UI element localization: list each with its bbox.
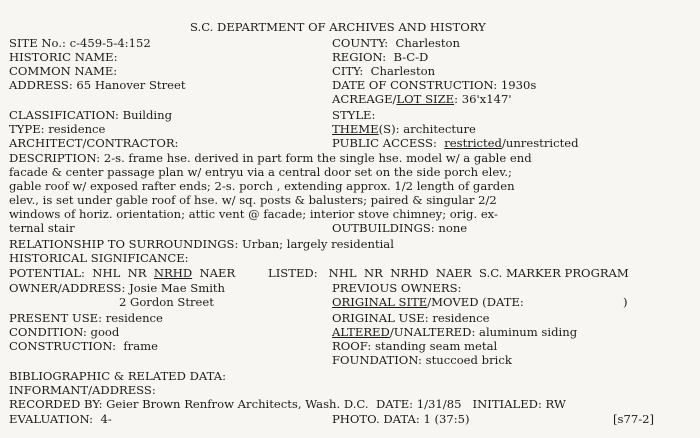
owner-address-line-2: 2 Gordon Street — [119, 295, 214, 309]
card-title: S.C. DEPARTMENT OF ARCHIVES AND HISTORY — [190, 20, 486, 34]
foundation: FOUNDATION: stuccoed brick — [332, 353, 512, 367]
original-site-label: ORIGINAL SITE — [332, 295, 428, 309]
common-name: COMMON NAME: — [9, 64, 118, 78]
owner-address-line-1: OWNER/ADDRESS: Josie Mae Smith — [9, 281, 226, 295]
photo-reference: [s77-2] — [613, 412, 655, 426]
address: ADDRESS: 65 Hanover Street — [9, 78, 186, 92]
historic-name: HISTORIC NAME: — [9, 50, 118, 64]
original-site-moved — [332, 296, 524, 309]
lot-size-label: LOT SIZE — [396, 92, 455, 106]
public-access-label: PUBLIC ACCESS: — [332, 136, 445, 150]
original-use: ORIGINAL USE: residence — [332, 311, 490, 325]
description-line-4: elev., is set under gable roof of hse. w/ sq. posts & balusters; paired & singular 2/2 — [9, 193, 497, 207]
description-line-3: gable roof w/ exposed rafter ends; 2-s. porch , extending approx. 1/2 length of garden — [9, 179, 515, 193]
theme — [332, 123, 476, 136]
altered-unaltered — [332, 326, 577, 339]
potential-label: POTENTIAL: NHL NR — [9, 266, 154, 280]
condition: CONDITION: good — [9, 325, 120, 339]
type: TYPE: residence — [9, 122, 106, 136]
photo-data: PHOTO. DATA: 1 (37:5) — [332, 412, 470, 426]
potential — [9, 267, 235, 280]
architect-contractor: ARCHITECT/CONTRACTOR: — [9, 136, 179, 150]
evaluation: EVALUATION: 4- — [9, 412, 112, 426]
outbuildings: OUTBUILDINGS: none — [332, 221, 468, 235]
description-line-5: windows of horiz. orientation; attic vent @ facade; interior stove chimney; orig. ex- — [9, 207, 498, 221]
acreage-lot-size — [332, 93, 512, 106]
moved-date-label: /MOVED (DATE: — [427, 295, 524, 309]
description-line-2: facade & center passage plan w/ entryu via a central door set on the side porch elev.; — [9, 165, 512, 179]
public-access-unrestricted: /unrestricted — [501, 136, 579, 150]
construction: CONSTRUCTION: frame — [9, 339, 158, 353]
site-number: SITE No.: c-459-5-4:152 — [9, 36, 151, 50]
theme-label: THEME — [332, 122, 379, 136]
style: STYLE: — [332, 108, 376, 122]
potential-naer: NAER — [192, 266, 236, 280]
previous-owners: PREVIOUS OWNERS: — [332, 281, 462, 295]
city: CITY: Charleston — [332, 64, 436, 78]
description-line-6: ternal stair — [9, 221, 75, 235]
county: COUNTY: Charleston — [332, 36, 460, 50]
moved-date-close: ) — [623, 295, 628, 309]
altered-label: ALTERED — [332, 325, 390, 339]
public-access-restricted: restricted — [444, 136, 502, 150]
date-of-construction: DATE OF CONSTRUCTION: 1930s — [332, 78, 537, 92]
informant-address: INFORMANT/ADDRESS: — [9, 383, 156, 397]
roof: ROOF: standing seam metal — [332, 339, 498, 353]
recorded-by: RECORDED BY: Geier Brown Renfrow Architects, Wash. D.C. DATE: 1/31/85 INITIALED: RW — [9, 397, 566, 411]
present-use: PRESENT USE: residence — [9, 311, 163, 325]
potential-nrhd: NRHD — [153, 266, 193, 280]
altered-value: /UNALTERED: aluminum siding — [389, 325, 578, 339]
description-line-1: DESCRIPTION: 2-s. frame hse. derived in part form the single hse. model w/ a gable end — [9, 151, 532, 165]
acreage-label: ACREAGE/ — [332, 92, 397, 106]
historical-significance: HISTORICAL SIGNIFICANCE: — [9, 251, 189, 265]
listed: LISTED: NHL NR NRHD NAER S.C. MARKER PROGRAM — [268, 266, 629, 280]
relationship-to-surroundings: RELATIONSHIP TO SURROUNDINGS: Urban; largely residential — [9, 237, 394, 251]
lot-size-value: : 36'x147' — [454, 92, 512, 106]
bibliographic-data: BIBLIOGRAPHIC & RELATED DATA: — [9, 369, 227, 383]
classification: CLASSIFICATION: Building — [9, 108, 172, 122]
region: REGION: B-C-D — [332, 50, 429, 64]
theme-value: (S): architecture — [378, 122, 476, 136]
public-access — [332, 137, 579, 150]
